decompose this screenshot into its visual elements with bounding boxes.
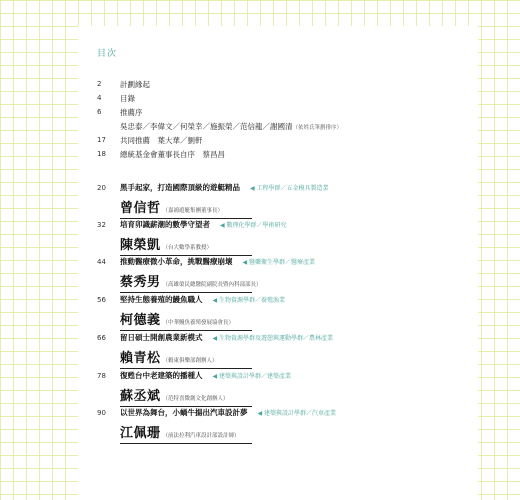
chapter-divider	[120, 443, 252, 444]
chapter-entry[interactable]	[97, 332, 497, 369]
author-affiliation: （台大數學系教授）	[162, 245, 213, 251]
chapter-entry[interactable]	[97, 182, 497, 219]
entry-title: 目錄	[120, 94, 135, 103]
author-affiliation: （前法拉利汽車設計部設計師）	[162, 433, 240, 439]
chapter-divider	[120, 330, 252, 331]
author-affiliation: （中華鰻魚養殖發展協會長）	[162, 320, 235, 326]
chapter-entry[interactable]	[97, 256, 497, 293]
chapter-title: 推動醫療微小革命，挑戰醫療崩壞	[120, 257, 233, 266]
chapter-page-number: 20	[97, 184, 106, 192]
chapter-divider	[120, 292, 252, 293]
toc-entry[interactable]	[97, 149, 477, 163]
chapter-divider	[120, 368, 252, 369]
endorser-list	[97, 121, 477, 135]
chapter-page-number: 44	[97, 258, 106, 266]
entry-title: 共同推薦 葉大華／劉軒	[120, 136, 203, 145]
chapter-entry[interactable]	[97, 370, 497, 407]
author-name: 柯德義	[120, 313, 161, 328]
author-name: 江佩珊	[120, 426, 161, 441]
author-affiliation: （穀東俱樂部創辦人）	[162, 358, 218, 364]
entry-title: 計劃緣起	[120, 80, 150, 89]
chapter-category: ◀ 生物資源學群／養殖漁業	[212, 297, 286, 304]
toc-heading: 目次	[97, 49, 118, 59]
chapter-page-number: 90	[97, 409, 106, 417]
chapter-title: 黑手起家，打造國際頂級的遊艇精品	[120, 183, 240, 192]
author-name: 賴青松	[120, 351, 161, 366]
endorser-order-note: （依姓氏筆劃排序）	[292, 125, 343, 131]
author-name: 蔡秀男	[120, 275, 161, 290]
entry-title: 推薦序	[120, 108, 143, 117]
chapter-category: ◀ 建築與設計學群／汽車產業	[257, 410, 337, 417]
toc-entry[interactable]	[97, 107, 477, 121]
page-number: 4	[97, 94, 102, 102]
entry-title: 總統基金會董事長自序 蔡昌昌	[120, 150, 225, 159]
chapter-title: 復甦台中老建築的播種人	[120, 371, 203, 380]
chapter-category: ◀ 醫藥衛生學群／醫療產業	[242, 259, 316, 266]
author-affiliation: （高雄榮民總醫院副院長暨內科部部長）	[162, 282, 262, 288]
chapter-entry[interactable]	[97, 407, 497, 444]
chapter-category: ◀ 建築與設計學群／建築產業	[212, 373, 292, 380]
chapter-page-number: 78	[97, 372, 106, 380]
front-matter-list	[97, 79, 477, 163]
chapter-entry[interactable]	[97, 294, 497, 331]
chapter-entry[interactable]	[97, 219, 497, 256]
page-number: 18	[97, 150, 106, 158]
chapter-title: 培育卯識薪潮的數學守望者	[120, 220, 210, 229]
author-affiliation: （嘉鴻遊艇集團董事長）	[162, 208, 224, 214]
toc-entry[interactable]	[97, 93, 477, 107]
author-name: 陳榮凱	[120, 238, 161, 253]
chapter-category: ◀ 數理化學群／學術研究	[220, 222, 287, 229]
chapter-category: ◀ 工程學群／五金模具製造業	[250, 185, 329, 192]
toc-entry[interactable]	[97, 135, 477, 149]
page-number: 6	[97, 108, 102, 116]
chapter-category: ◀ 生物資源學群及遊憩與運動學群／農林產業	[212, 335, 334, 342]
chapter-title: 堅持生態養殖的鰻魚職人	[120, 295, 203, 304]
author-affiliation: （范特喜微創文化創辦人）	[162, 396, 229, 402]
chapter-title: 留日碩士開創農業新模式	[120, 333, 203, 342]
chapter-page-number: 56	[97, 296, 106, 304]
author-name: 曾信哲	[120, 201, 161, 216]
endorser-names: 吳忠泰／李偉文／何榮幸／施振榮／范信龍／謝國清	[120, 122, 293, 131]
chapter-title: 以世界為舞台，小蝸牛揚出汽車設計夢	[120, 408, 248, 417]
chapter-page-number: 32	[97, 221, 106, 229]
page-number: 2	[97, 80, 102, 88]
toc-entry[interactable]	[97, 79, 477, 93]
chapter-page-number: 66	[97, 334, 106, 342]
page-number: 17	[97, 136, 106, 144]
author-name: 蘇丞斌	[120, 389, 161, 404]
